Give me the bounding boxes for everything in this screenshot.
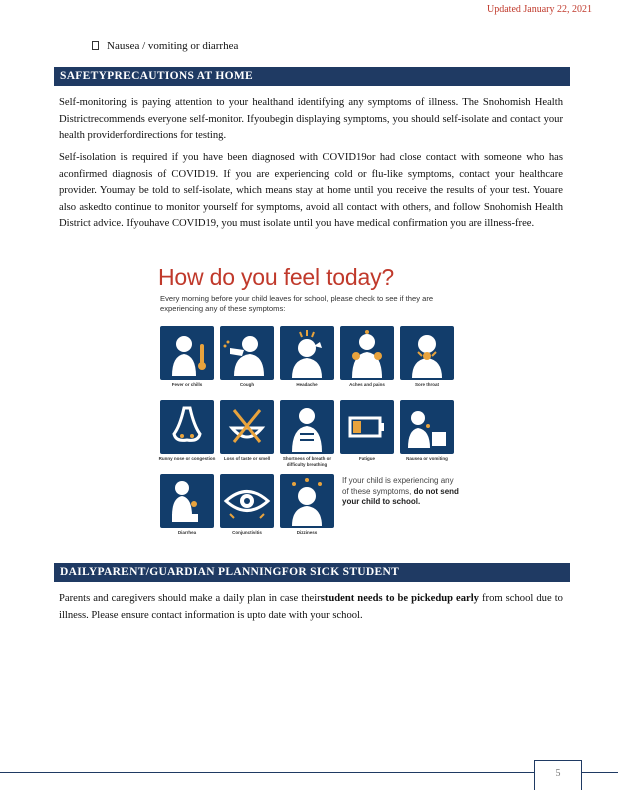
dizzy-icon <box>280 474 334 528</box>
page-number: 5 <box>555 768 561 779</box>
cough-icon <box>220 326 274 380</box>
sore-throat-icon <box>400 326 454 380</box>
plan-text-end: from school due to illness. Please ensure contact information is upto date with your school. <box>59 593 563 621</box>
eye-icon <box>220 474 274 528</box>
plan-text-start: Parents and caregivers should make a daily plan in case their <box>59 593 321 604</box>
headache-icon <box>280 326 334 380</box>
taste-icon <box>220 400 274 454</box>
section-heading-safety: SAFETYPRECAUTIONS AT HOME <box>54 67 570 86</box>
symptom-label: Sore throat <box>414 382 439 387</box>
bullet-item <box>92 40 238 52</box>
symptom-label: Conjunctivitis <box>232 530 262 535</box>
infographic-advice <box>342 476 462 508</box>
advice-bold-text: do not send your child to school. <box>342 486 459 506</box>
symptom-label: Diarrhea <box>177 530 197 535</box>
toilet-vomit-icon <box>400 400 454 454</box>
infographic-title: How do you feel today? <box>158 264 394 290</box>
updated-date: Updated January 22, 2021 <box>487 4 592 15</box>
section-heading-planning: DAILYPARENT/GUARDIAN PLANNINGFOR SICK STUDENT <box>54 563 570 582</box>
symptom-label: Runny nose or congestion <box>158 456 216 461</box>
advice-text: If your child is experiencing any of these symptoms, <box>342 476 454 496</box>
thermometer-icon <box>160 326 214 380</box>
paragraph-self-isolation: Self-isolation is required if you have been diagnosed with COVID19or had close contact with someone who has aconfirmed diagnosis of COVID19. If you are experiencing cold or flu-like symptoms, contact your healthcare provider. Youmay be told to self-isolate, which means stay at home until you receive the results of your test. Youare also askedto continue to monitor yourself for symptoms, avoid all contact with others, and follow Snohomish Health District advice. Ifyouhave COVID19, you must isolate until you have medical confirmation you are illness-free. <box>59 152 563 230</box>
symptom-label: Fatigue <box>358 456 375 461</box>
toilet-icon <box>160 474 214 528</box>
bullet-text: Nausea / vomiting or diarrhea <box>107 40 239 52</box>
paragraph-daily-plan <box>59 591 563 624</box>
battery-icon <box>340 400 394 454</box>
symptom-label: Loss of taste or smell <box>223 456 271 461</box>
plan-text-bold: student needs to be pickedup early <box>320 593 479 604</box>
symptom-label: Dizziness <box>296 530 318 535</box>
paragraph-self-monitoring: Self-monitoring is paying attention to your healthand identifying any symptoms of illness. The Snohomish Health Districtrecommends everyone self-monitor. Ifyoubegin displaying symptoms, you should self-isolate and contact your health providerfordirections for testing. <box>59 97 563 142</box>
symptom-label: Fever or chills <box>171 382 203 387</box>
symptom-label: Shortness of breath or difficulty breathing <box>282 456 332 467</box>
breathing-icon <box>280 400 334 454</box>
symptom-label: Headache <box>296 382 318 387</box>
symptom-label: Cough <box>239 382 255 387</box>
symptom-label: Nausea or vomiting <box>406 456 448 461</box>
symptom-label: Aches and pains <box>349 382 385 387</box>
symptom-infographic <box>152 264 470 542</box>
bullet-box-icon <box>92 41 99 50</box>
infographic-subtitle: Every morning before your child leaves for school, please check to see if they are experiencing any of these symptoms: <box>160 294 434 313</box>
aches-icon <box>340 326 394 380</box>
nose-icon <box>160 400 214 454</box>
footer-rule <box>0 772 618 773</box>
